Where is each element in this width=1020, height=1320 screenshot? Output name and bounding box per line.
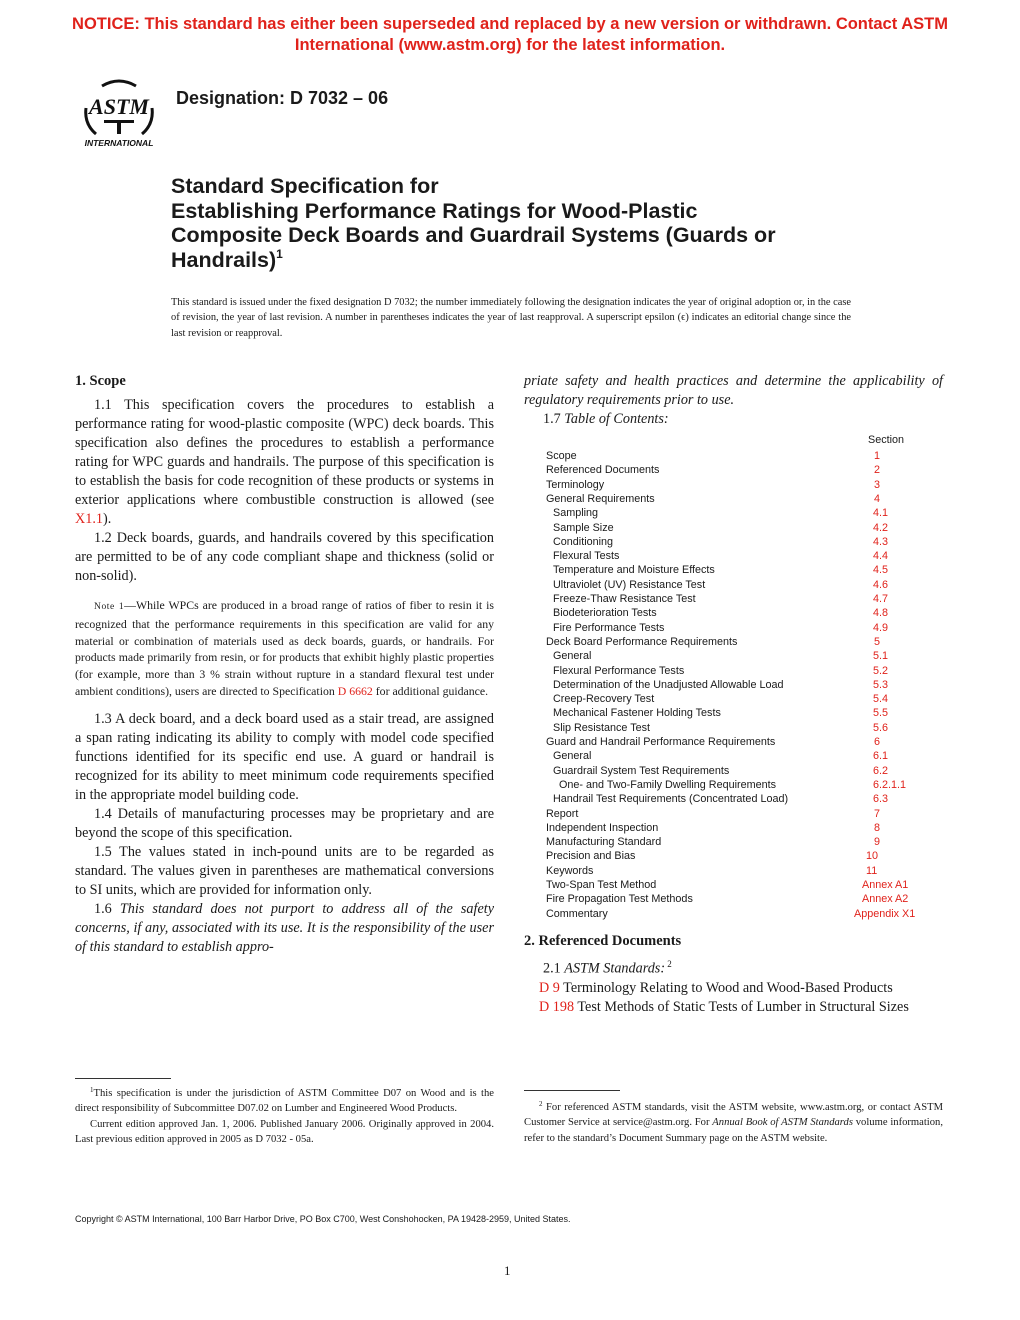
toc-section-link[interactable]: 5.2 [873,664,889,677]
toc-label: One- and Two-Family Dwelling Requirements [559,778,777,791]
paragraph-1-2: 1.2 Deck boards, guards, and handrails covered by this specification are permitted to be of any code compliant shape and thickness (solid or non-solid). [75,530,494,584]
toc-section-link[interactable]: 8 [874,821,881,834]
page-number: 1 [504,1263,511,1278]
footnote-rule-left [75,1078,171,1079]
toc-section-link[interactable]: 4.1 [873,507,889,520]
footnote-2: $^2$ For referenced ASTM standards, visit the ASTM website, www.astm.org, or contact ASTM Customer Service at service@astm.org. For Annual Book of ASTM Standards volume information, refer to the standard’s Document Summary page on the ASTM website. [524,1100,943,1144]
title-footnote-marker: 1 [276,246,283,261]
paragraph-1-6-continued: priate safety and health practices and determine the applicability of regulatory requirements prior to use. [524,373,943,408]
toc-section-link[interactable]: 2 [874,464,881,477]
toc-section-link[interactable]: 9 [874,836,881,849]
toc-label: Precision and Bias [546,850,636,863]
toc-row [546,822,926,836]
toc-label: General [553,650,592,663]
toc-row [546,607,926,621]
toc-row [546,622,926,636]
toc-label: Ultraviolet (UV) Resistance Test [553,578,706,591]
toc-section-link[interactable]: 10 [866,850,879,863]
toc-label: Fire Performance Tests [553,621,665,634]
toc-label: Deck Board Performance Requirements [546,635,738,648]
toc-row [546,722,926,736]
toc-row [546,693,926,707]
logo-subtext: INTERNATIONAL [84,138,154,148]
toc-section-link[interactable]: Annex A1 [862,879,909,891]
toc-label: Guard and Handrail Performance Requirements [546,736,776,748]
toc-section-link[interactable]: 4.2 [873,521,889,534]
toc-row [546,793,926,807]
paragraph-1-1: 1.1 This specification covers the procedures to establish a performance rating for wood-plastic composite (WPC) deck boards. This specification also defines the procedures to establish a performance rating for WPC guards and handrails. The purpose of this specification is to establish the basis for code recognition of these products or systems in exterior applications where combustible construction is allowed (see X1.1). [75,397,494,527]
designation: Designation: D 7032 – 06 [176,88,389,108]
note-label: Note 1 [94,602,125,612]
toc-row [546,450,926,464]
toc-section-link[interactable]: 1 [874,450,881,462]
toc-row [546,679,926,693]
toc-label: General [553,750,592,763]
toc-label: Fire Propagation Test Methods [546,893,693,906]
toc-section-link[interactable]: 4 [874,492,881,505]
toc-row [546,736,926,750]
toc-label: Biodeterioration Tests [553,607,657,620]
astm-logo [76,78,162,150]
link-d6662[interactable]: D 6662 [337,683,373,698]
toc-section-link[interactable]: Appendix X1 [854,907,916,920]
toc-label: Flexural Tests [553,550,620,563]
toc-label: Creep-Recovery Test [553,693,655,706]
toc-section-link[interactable]: 6 [874,736,881,748]
toc-label: Two-Span Test Method [546,879,657,891]
toc-section-link[interactable]: 5.4 [873,693,889,706]
footnote-1: $^1$This specification is under the jurisdiction of ASTM Committee D07 on Wood and is the direct responsibility of Subcommittee D07.02 on Lumber and Engineered Wood Products. Current edition approved Jan. 1, 2006. Published January 2006. Originally approved in 2004. Last previous edition approved in 2005 as D 7032 - 05a. [75,1086,494,1145]
toc-section-link[interactable]: 5.5 [873,707,889,720]
toc-row [546,479,926,493]
toc-row [546,564,926,578]
reference-d198: D 198 Test Methods of Static Tests of Lumber in Structural Sizes [539,998,909,1015]
toc-section-link[interactable]: 6.2.1.1 [873,778,907,791]
paragraph-1-5: 1.5 The values stated in inch-pound units are to be regarded as standard. The values given in parentheses are mathematical conversions to SI units, which are provided for information only. [75,843,494,898]
toc-label: Conditioning [553,535,614,548]
toc-section-link[interactable]: 6.1 [873,750,889,763]
toc-label: Mechanical Fastener Holding Tests [553,707,721,720]
scope-heading: 1. Scope [75,373,126,389]
toc-section-link[interactable]: 4.6 [873,578,889,591]
toc-label: Report [546,807,579,820]
toc-label: Freeze-Thaw Resistance Test [553,593,696,605]
toc-section-link[interactable]: 5.1 [873,650,889,663]
toc-section-link[interactable]: 4.8 [873,607,889,620]
toc-row [546,665,926,679]
toc-section-link[interactable]: 7 [874,807,881,820]
toc-section-link[interactable]: 5.3 [873,678,889,691]
toc-label: Temperature and Moisture Effects [553,564,715,577]
toc-section-link[interactable]: 3 [874,478,881,491]
referenced-documents-heading: 2. Referenced Documents [524,933,682,949]
toc-label: Flexural Performance Tests [553,664,685,677]
toc-label: Sampling [553,507,599,520]
toc-label: Scope [546,450,577,462]
toc-label: Keywords [546,864,594,877]
toc-row [546,550,926,564]
toc-row [546,836,926,850]
toc-row [546,507,926,521]
right-column [524,372,943,429]
title-line-3: Composite Deck Boards and Guardrail Systems (Guards or [171,223,776,247]
toc-section-link[interactable]: 11 [866,864,878,877]
toc-row [546,650,926,664]
document-title [171,174,871,272]
toc-label: Independent Inspection [546,821,659,834]
toc-label: Handrail Test Requirements (Concentrated Load) [553,793,789,806]
toc-row [546,464,926,478]
toc-label: Guardrail System Test Requirements [553,764,730,777]
toc-section-link[interactable]: 4.4 [873,550,889,563]
link-x1-1[interactable]: X1.1 [75,511,103,527]
left-column [75,372,494,957]
paragraph-1-7: 1.7 Table of Contents: [543,411,669,427]
toc-row [546,536,926,550]
toc-row [546,779,926,793]
note-1: Note 1—While WPCs are produced in a broad range of ratios of fiber to resin it is recognized that the performance requirements in this specification are valid for any material or combination of materials used as deck boards, guards, or handrails. For products made primarily from resin, or for products that exhibit highly plastic properties (for example, more than 3 % strain without rupture in a standard flexural test under ambient conditions), users are directed to Specification D 6662 for additional guidance. [75,598,494,698]
toc-section-link[interactable]: Annex A2 [862,893,909,906]
toc-section-link[interactable]: 5.6 [873,721,889,734]
toc-row [546,707,926,721]
toc-label: Manufacturing Standard [546,836,662,849]
reference-d9: D 9 Terminology Relating to Wood and Wood-Based Products [539,979,893,996]
toc-section-link[interactable]: 4.7 [873,593,889,605]
toc-section-header: Section [868,434,905,446]
toc-row [546,850,926,864]
notice-line-1: NOTICE: This standard has either been superseded and replaced by a new version or withdrawn. Contact ASTM [72,15,948,33]
toc-row [546,765,926,779]
toc-row [546,808,926,822]
toc-row [546,865,926,879]
toc-label: Terminology [546,478,605,491]
title-line-1: Standard Specification for [171,174,439,198]
toc-label: Referenced Documents [546,464,660,477]
paragraph-2-1: 2.1 ASTM Standards: $^2$ [543,959,672,977]
toc-section-link[interactable]: 6.3 [873,793,889,806]
toc-row [546,636,926,650]
toc-row [546,879,926,893]
title-line-4: Handrails) [171,247,277,272]
toc-section-link[interactable]: 6.2 [873,764,889,777]
link-d198[interactable]: D 198 [539,998,575,1015]
toc-section-link[interactable]: 4.9 [873,621,889,634]
paragraph-1-4: 1.4 Details of manufacturing processes may be proprietary and are beyond the scope of this specification. [75,805,494,841]
logo-text: ASTM [89,94,149,119]
toc-section-link[interactable]: 5 [874,635,881,648]
notice-line-2: International (www.astm.org) for the latest information. [294,36,726,54]
issuance-statement: This standard is issued under the fixed designation D 7032; the number immediately following the designation indicates the year of original adoption or, in the case of revision, the year of last revision. A number in parentheses indicates the year of last reapproval. A superscript epsilon (ϵ) indicates an editorial change since the last revision or reapproval. [171,297,852,339]
toc-row [546,493,926,507]
link-d9[interactable]: D 9 [539,979,560,996]
toc-label: Slip Resistance Test [553,721,651,734]
copyright-line: Copyright © ASTM International, 100 Barr Harbor Drive, PO Box C700, West Conshohocken, PA 19428-2959, United States. [75,1214,571,1224]
toc-row [546,579,926,593]
toc-row [546,908,926,922]
toc-row [546,750,926,764]
toc-row [546,522,926,536]
withdrawal-notice [0,14,1020,56]
toc-row [546,893,926,907]
toc-section-link[interactable]: 4.5 [873,564,889,577]
toc-label: Determination of the Unadjusted Allowable Load [553,678,784,691]
toc-section-link[interactable]: 4.3 [873,535,889,548]
paragraph-1-6: 1.6 This standard does not purport to address all of the safety concerns, if any, associated with its use. It is the responsibility of the user of this standard to establish appro- [75,900,494,955]
title-line-2: Establishing Performance Ratings for Wood-Plastic [171,198,698,223]
toc-row [546,593,926,607]
toc-label: Sample Size [553,521,614,534]
referenced-documents [524,932,943,1017]
toc-label: General Requirements [546,492,655,505]
footnote-rule-right [524,1090,620,1091]
toc-label: Commentary [546,907,608,920]
paragraph-1-3: 1.3 A deck board, and a deck board used as a stair tread, are assigned a span rating indicating its ability to comply with model code specified functions identified for its specific end use. A guard or handrail is recognized for its ability to meet minimum code requirements specified in the appropriate model building code. [75,710,494,803]
